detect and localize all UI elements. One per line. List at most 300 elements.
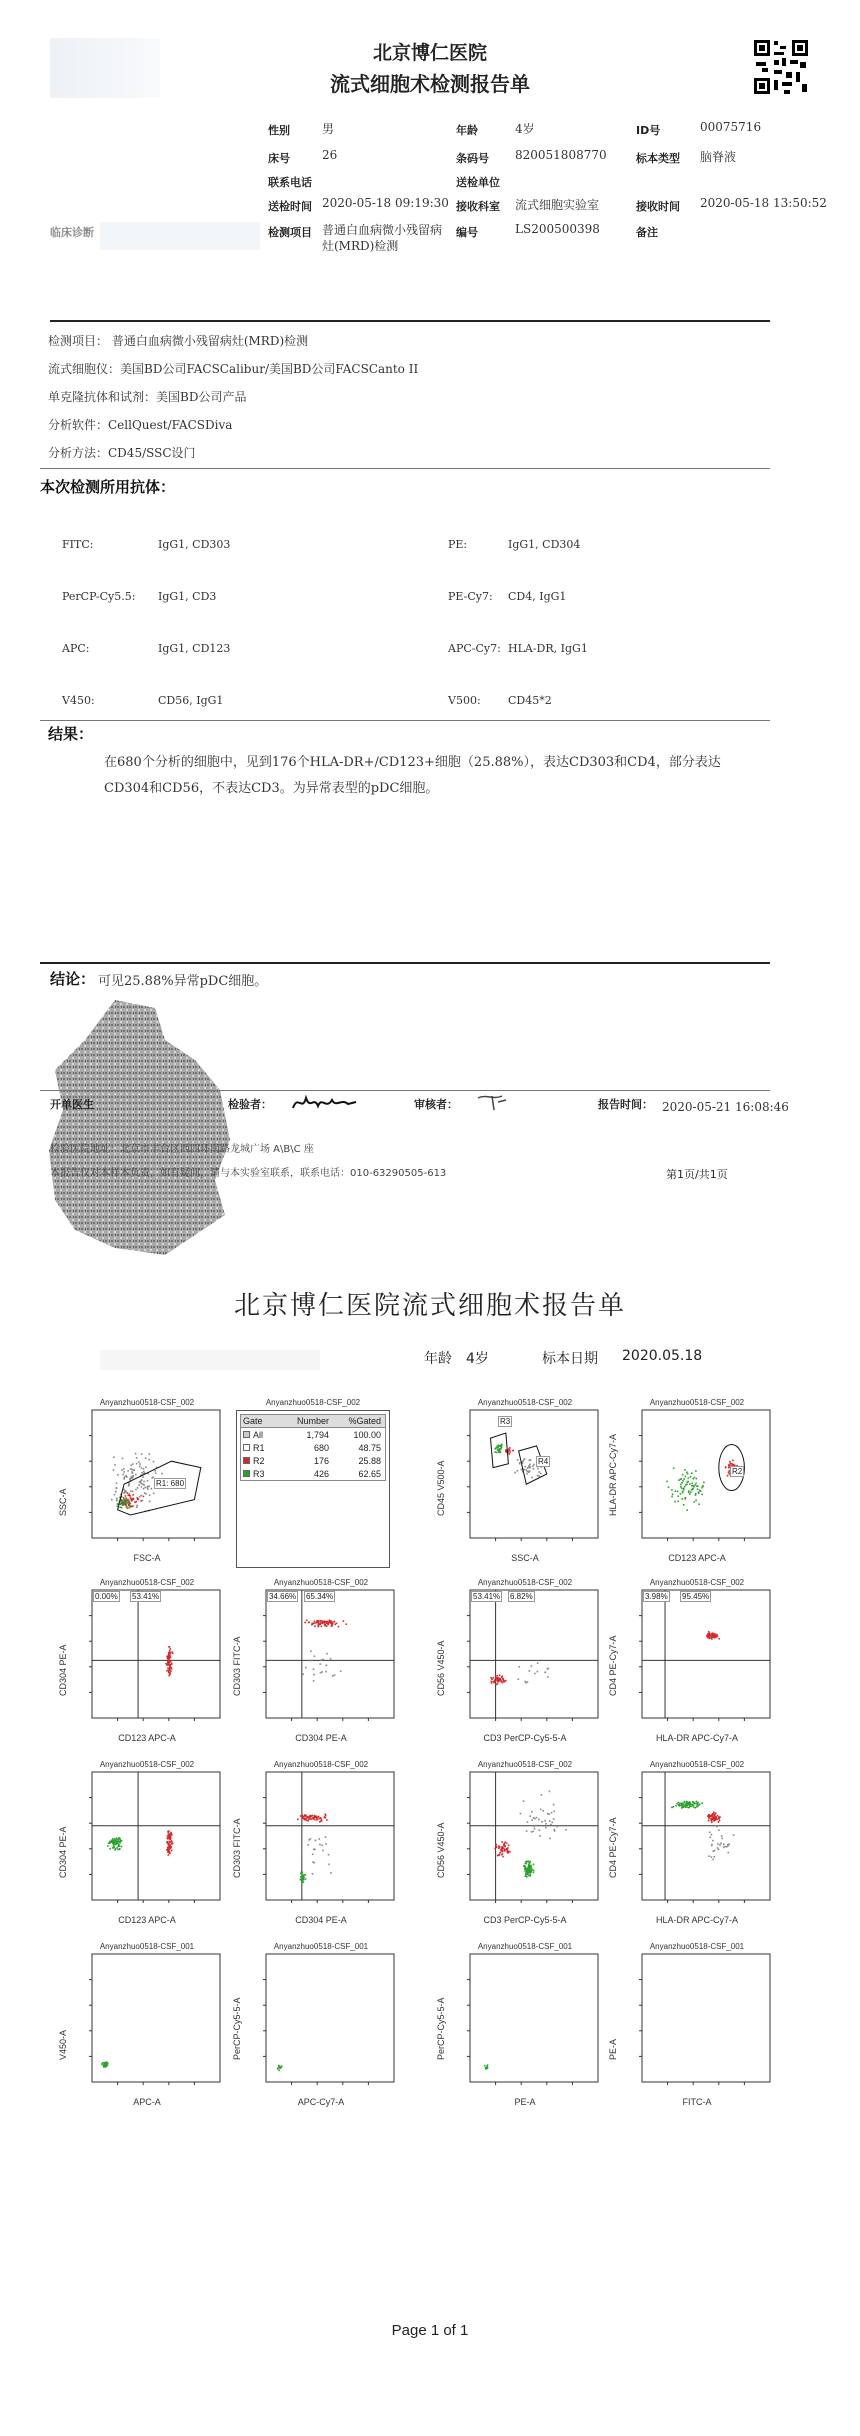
event-dot — [727, 1844, 729, 1846]
event-dot — [113, 1456, 115, 1458]
gate-name: R3 — [253, 1468, 265, 1479]
event-dot — [127, 1508, 129, 1510]
event-dot — [127, 1502, 129, 1504]
event-dot — [538, 1819, 540, 1821]
event-dot — [148, 1453, 150, 1455]
recv-time-value: 2020-05-18 13:50:52 — [700, 196, 827, 210]
bed-value: 26 — [322, 148, 338, 162]
quadrant-percent: 6.82% — [510, 1592, 533, 1601]
event-dot — [321, 1845, 323, 1847]
event-dot — [712, 1636, 714, 1638]
event-dot — [128, 1484, 130, 1486]
no-label: 编号 — [456, 226, 478, 239]
event-dot — [119, 1842, 121, 1844]
event-dot — [321, 1671, 323, 1673]
divider — [40, 468, 770, 469]
event-dot — [319, 1620, 321, 1622]
event-dot — [689, 1483, 691, 1485]
event-dot — [322, 1850, 324, 1852]
event-dot — [130, 1468, 132, 1470]
event-dot — [497, 1855, 499, 1857]
event-dot — [314, 1849, 316, 1851]
event-dot — [130, 1490, 132, 1492]
event-dot — [521, 1469, 523, 1471]
method-instrument: 流式细胞仪：美国BD公司FACSCalibur/美国BD公司FACSCanto II — [48, 362, 419, 376]
event-dot — [328, 1864, 330, 1866]
event-dot — [542, 1810, 544, 1812]
event-dot — [698, 1491, 700, 1493]
event-dot — [307, 1816, 309, 1818]
event-dot — [133, 1498, 135, 1500]
event-dot — [695, 1483, 697, 1485]
flow-plot — [436, 1398, 610, 1563]
event-dot — [168, 1830, 170, 1832]
event-dot — [682, 1480, 684, 1482]
event-dot — [696, 1806, 698, 1808]
antibody-name: IgG1, CD304 — [508, 538, 581, 551]
plot-x-label: HLA-DR APC-Cy7-A — [655, 1915, 738, 1925]
event-dot — [171, 1663, 173, 1665]
event-dot — [307, 1844, 309, 1846]
plot-frame — [92, 1772, 220, 1900]
event-dot — [168, 1832, 170, 1834]
event-dot — [678, 1479, 680, 1481]
event-dot — [727, 1475, 729, 1477]
event-dot — [534, 1826, 536, 1828]
event-dot — [691, 1485, 693, 1487]
event-dot — [499, 1675, 501, 1677]
plot-x-label: CD123 APC-A — [668, 1553, 726, 1563]
event-dot — [505, 1449, 507, 1451]
event-dot — [502, 1676, 504, 1678]
event-dot — [169, 1842, 171, 1844]
remark-label: 备注 — [636, 226, 658, 239]
event-dot — [490, 1677, 492, 1679]
event-dot — [326, 1653, 328, 1655]
event-dot — [545, 1827, 547, 1829]
event-dot — [694, 1484, 696, 1486]
event-dot — [531, 1831, 533, 1833]
event-dot — [671, 1489, 673, 1491]
event-dot — [104, 2065, 106, 2067]
event-dot — [532, 1831, 534, 1833]
event-dot — [325, 1836, 327, 1838]
flow-plot — [58, 1942, 232, 2107]
method-approach: 分析方法：CD45/SSC设门 — [48, 446, 196, 460]
event-dot — [666, 1481, 668, 1483]
plot-title: Anyanzhuo0518-CSF_002 — [649, 1398, 745, 1407]
event-dot — [114, 1838, 116, 1840]
event-dot — [692, 1478, 694, 1480]
event-dot — [671, 1807, 673, 1809]
plot-canvas — [62, 1942, 232, 2107]
event-dot — [525, 1875, 527, 1877]
event-dot — [322, 1659, 324, 1661]
event-dot — [302, 1673, 304, 1675]
event-dot — [517, 1459, 519, 1461]
gate-name-cell — [241, 1430, 285, 1440]
event-dot — [122, 1474, 124, 1476]
event-dot — [535, 1825, 537, 1827]
plot-canvas — [612, 1578, 782, 1743]
event-dot — [691, 1473, 693, 1475]
event-dot — [550, 1824, 552, 1826]
plot-title: Anyanzhuo0518-CSF_002 — [649, 1578, 745, 1587]
event-dot — [693, 1486, 695, 1488]
event-dot — [497, 1445, 499, 1447]
plot-y-label: SSC-A — [58, 1488, 68, 1516]
event-dot — [714, 1856, 716, 1858]
plot-canvas — [440, 1398, 610, 1563]
event-dot — [715, 1635, 717, 1637]
flow-plot — [436, 1578, 610, 1743]
contact: 本报告仅对本样本负责，如有疑问，请与本实验室联系，联系电话：010-63290505-613 — [50, 1168, 447, 1179]
event-dot — [680, 1493, 682, 1495]
event-dot — [692, 1483, 694, 1485]
tester-label: 检验者： — [228, 1098, 272, 1111]
event-dot — [116, 1837, 118, 1839]
plot-frame — [470, 1772, 598, 1900]
event-dot — [305, 1878, 307, 1880]
page2-title: 北京博仁医院流式细胞术报告单 — [233, 1291, 626, 1321]
event-dot — [553, 1818, 555, 1820]
gate-name-cell — [241, 1443, 285, 1453]
method-item: 检测项目： 普通白血病微小残留病灶(MRD)检测 — [48, 334, 309, 348]
event-dot — [494, 1680, 496, 1682]
event-dot — [326, 1623, 328, 1625]
gate-label: R2 — [732, 1467, 743, 1476]
event-dot — [486, 2066, 488, 2068]
plot-title: Anyanzhuo0518-CSF_001 — [477, 1942, 573, 1951]
event-dot — [711, 1636, 713, 1638]
event-dot — [697, 1485, 699, 1487]
gate-table-row — [241, 1428, 385, 1441]
event-dot — [723, 1847, 725, 1849]
event-dot — [714, 1815, 716, 1817]
event-dot — [684, 1486, 686, 1488]
event-dot — [541, 1794, 543, 1796]
send-time-value: 2020-05-18 09:19:30 — [322, 196, 449, 210]
event-dot — [318, 1818, 320, 1820]
event-dot — [714, 1634, 716, 1636]
event-dot — [123, 1503, 125, 1505]
event-dot — [519, 1666, 521, 1668]
event-dot — [525, 1866, 527, 1868]
event-dot — [123, 1497, 125, 1499]
event-dot — [497, 1683, 499, 1685]
event-dot — [508, 1453, 510, 1455]
event-dot — [529, 1815, 531, 1817]
event-dot — [725, 1467, 727, 1469]
event-dot — [683, 1504, 685, 1506]
event-dot — [497, 1681, 499, 1683]
event-dot — [112, 1840, 114, 1842]
gate-number-cell: 176 — [313, 1455, 329, 1466]
event-dot — [682, 1474, 684, 1476]
id-label: ID号 — [636, 124, 661, 137]
event-dot — [168, 1664, 170, 1666]
quadrant-percent: 65.34% — [306, 1592, 334, 1601]
plot-frame — [266, 1954, 394, 2082]
plot-frame — [266, 1590, 394, 1718]
event-dot — [709, 1832, 711, 1834]
event-dot — [541, 1821, 543, 1823]
plot-frame — [642, 1410, 770, 1538]
event-dot — [495, 1684, 497, 1686]
event-dot — [167, 1661, 169, 1663]
event-dot — [523, 1800, 525, 1802]
plot-x-label: SSC-A — [511, 1553, 539, 1563]
event-dot — [721, 1835, 723, 1837]
event-dot — [716, 1826, 718, 1828]
gate-pct-cell: 25.88 — [358, 1455, 381, 1466]
event-dot — [114, 1494, 116, 1496]
event-dot — [698, 1504, 700, 1506]
event-dot — [500, 1451, 502, 1453]
event-dot — [143, 1468, 145, 1470]
event-dot — [529, 1867, 531, 1869]
event-dot — [491, 1682, 493, 1684]
event-dot — [147, 1487, 149, 1489]
event-dot — [297, 1819, 299, 1821]
event-dot — [706, 1635, 708, 1637]
plot-canvas — [236, 1942, 406, 2107]
event-dot — [523, 1460, 525, 1462]
event-dot — [305, 1667, 307, 1669]
event-dot — [111, 1841, 113, 1843]
event-dot — [328, 1854, 330, 1856]
event-dot — [505, 1680, 507, 1682]
event-dot — [728, 1852, 730, 1854]
event-dot — [529, 1871, 531, 1873]
event-dot — [528, 1471, 530, 1473]
event-dot — [534, 1828, 536, 1830]
event-dot — [496, 1846, 498, 1848]
event-dot — [539, 1829, 541, 1831]
event-dot — [330, 1872, 332, 1874]
event-dot — [699, 1803, 701, 1805]
plot-y-label: CD304 PE-A — [58, 1644, 68, 1696]
event-dot — [128, 1507, 130, 1509]
event-dot — [551, 1822, 553, 1824]
event-dot — [115, 1491, 117, 1493]
event-dot — [533, 1870, 535, 1872]
event-dot — [279, 2067, 281, 2069]
event-dot — [312, 1854, 314, 1856]
event-dot — [688, 1477, 690, 1479]
event-dot — [723, 1844, 725, 1846]
event-dot — [116, 1500, 118, 1502]
event-dot — [125, 1495, 127, 1497]
event-dot — [340, 1671, 342, 1673]
event-dot — [697, 1488, 699, 1490]
event-dot — [128, 1485, 130, 1487]
event-dot — [717, 1847, 719, 1849]
event-dot — [303, 1879, 305, 1881]
event-dot — [138, 1484, 140, 1486]
flow-plot — [58, 1760, 232, 1925]
event-dot — [313, 1668, 315, 1670]
event-dot — [531, 1665, 533, 1667]
plot-title: Anyanzhuo0518-CSF_002 — [273, 1760, 369, 1769]
plot-frame — [266, 1772, 394, 1900]
gate-color-swatch — [243, 1470, 250, 1477]
event-dot — [308, 1622, 310, 1624]
gate-table-header-cell: %Gated — [348, 1416, 381, 1426]
event-dot — [326, 1819, 328, 1821]
antibody-name: IgG1, CD303 — [158, 538, 231, 551]
event-dot — [169, 1655, 171, 1657]
event-dot — [136, 1457, 138, 1459]
event-dot — [154, 1470, 156, 1472]
event-dot — [136, 1505, 138, 1507]
event-dot — [693, 1804, 695, 1806]
event-dot — [686, 1509, 688, 1511]
flow-plot — [232, 1760, 406, 1925]
event-dot — [301, 1872, 303, 1874]
event-dot — [553, 1811, 555, 1813]
event-dot — [508, 1448, 510, 1450]
event-dot — [117, 1846, 119, 1848]
event-dot — [687, 1473, 689, 1475]
event-dot — [116, 1482, 118, 1484]
event-dot — [681, 1498, 683, 1500]
event-dot — [168, 1671, 170, 1673]
event-dot — [130, 1465, 132, 1467]
event-dot — [167, 1656, 169, 1658]
event-dot — [105, 2063, 107, 2065]
event-dot — [168, 1668, 170, 1670]
event-dot — [147, 1488, 149, 1490]
event-dot — [507, 1847, 509, 1849]
event-dot — [303, 1876, 305, 1878]
plot-y-label: PerCP-Cy5-5-A — [436, 1997, 446, 2060]
plot-frame — [642, 1772, 770, 1900]
plot-frame — [92, 1590, 220, 1718]
event-dot — [495, 1844, 497, 1846]
result-text: 在680个分析的细胞中，见到176个HLA-DR+/CD123+细胞（25.88%），表达CD303和CD4，部分表达CD304和CD56，不表达CD3。为异常表型的pDC细胞。 — [104, 755, 721, 796]
event-dot — [330, 1658, 332, 1660]
reviewer-signature — [474, 1090, 514, 1114]
event-dot — [701, 1802, 703, 1804]
quadrant-percent: 53.41% — [473, 1592, 501, 1601]
event-dot — [687, 1803, 689, 1805]
event-dot — [311, 1623, 313, 1625]
event-dot — [720, 1843, 722, 1845]
event-dot — [170, 1652, 172, 1654]
event-dot — [527, 1874, 529, 1876]
event-dot — [149, 1494, 151, 1496]
gate-name: R1 — [253, 1442, 265, 1453]
event-dot — [129, 1479, 131, 1481]
event-dot — [319, 1622, 321, 1624]
flow-plot — [58, 1578, 232, 1743]
event-dot — [167, 1849, 169, 1851]
event-dot — [689, 1803, 691, 1805]
event-dot — [684, 1498, 686, 1500]
antibody-name: HLA-DR, IgG1 — [508, 642, 588, 655]
faded-patient-name — [100, 1350, 320, 1370]
event-dot — [525, 1868, 527, 1870]
event-dot — [277, 2068, 279, 2070]
event-dot — [708, 1820, 710, 1822]
event-dot — [305, 1874, 307, 1876]
event-dot — [315, 1840, 317, 1842]
event-dot — [496, 1675, 498, 1677]
event-dot — [498, 1854, 500, 1856]
divider — [40, 1090, 770, 1091]
event-dot — [715, 1813, 717, 1815]
event-dot — [537, 1671, 539, 1673]
event-dot — [326, 1625, 328, 1627]
event-dot — [116, 1498, 118, 1500]
event-dot — [169, 1662, 171, 1664]
event-dot — [117, 1474, 119, 1476]
event-dot — [144, 1487, 146, 1489]
event-dot — [327, 1624, 329, 1626]
conclusion-text: 可见25.88%异常pDC细胞。 — [98, 974, 268, 989]
event-dot — [498, 1678, 500, 1680]
flow-plot — [58, 1398, 232, 1563]
gender-label: 性别 — [268, 124, 290, 137]
event-dot — [682, 1491, 684, 1493]
hospital-stamp — [45, 1000, 235, 1260]
event-dot — [677, 1491, 679, 1493]
event-dot — [321, 1659, 323, 1661]
event-dot — [538, 1476, 540, 1478]
event-dot — [527, 1821, 529, 1823]
event-dot — [533, 1872, 535, 1874]
antibody-channel: APC: — [62, 642, 90, 655]
event-dot — [142, 1483, 144, 1485]
event-dot — [677, 1495, 679, 1497]
event-dot — [711, 1856, 713, 1858]
event-dot — [549, 1791, 551, 1793]
event-dot — [325, 1671, 327, 1673]
event-dot — [711, 1819, 713, 1821]
test-item-label: 检测项目 — [268, 226, 312, 239]
event-dot — [530, 1861, 532, 1863]
event-dot — [131, 1469, 133, 1471]
event-dot — [531, 1811, 533, 1813]
flow-plot — [608, 1760, 782, 1925]
event-dot — [682, 1807, 684, 1809]
plot-title: Anyanzhuo0518-CSF_002 — [477, 1578, 573, 1587]
event-dot — [685, 1484, 687, 1486]
event-dot — [500, 1446, 502, 1448]
plot-frame — [642, 1590, 770, 1718]
event-dot — [317, 1621, 319, 1623]
event-dot — [300, 1873, 302, 1875]
event-dot — [524, 1870, 526, 1872]
plot-title: Anyanzhuo0518-CSF_002 — [273, 1578, 369, 1587]
event-dot — [533, 1864, 535, 1866]
id-value: 00075716 — [700, 120, 762, 134]
event-dot — [520, 1813, 522, 1815]
plot-y-label: CD303 FITC-A — [232, 1818, 242, 1878]
event-dot — [525, 1873, 527, 1875]
event-dot — [496, 1452, 498, 1454]
plot-canvas — [62, 1398, 232, 1563]
gate-name-cell — [241, 1456, 285, 1466]
event-dot — [126, 1475, 128, 1477]
plot-canvas — [236, 1760, 406, 1925]
event-dot — [527, 1870, 529, 1872]
plot-title: Anyanzhuo0518-CSF_002 — [99, 1760, 195, 1769]
event-dot — [499, 1448, 501, 1450]
event-dot — [171, 1850, 173, 1852]
event-dot — [145, 1457, 147, 1459]
